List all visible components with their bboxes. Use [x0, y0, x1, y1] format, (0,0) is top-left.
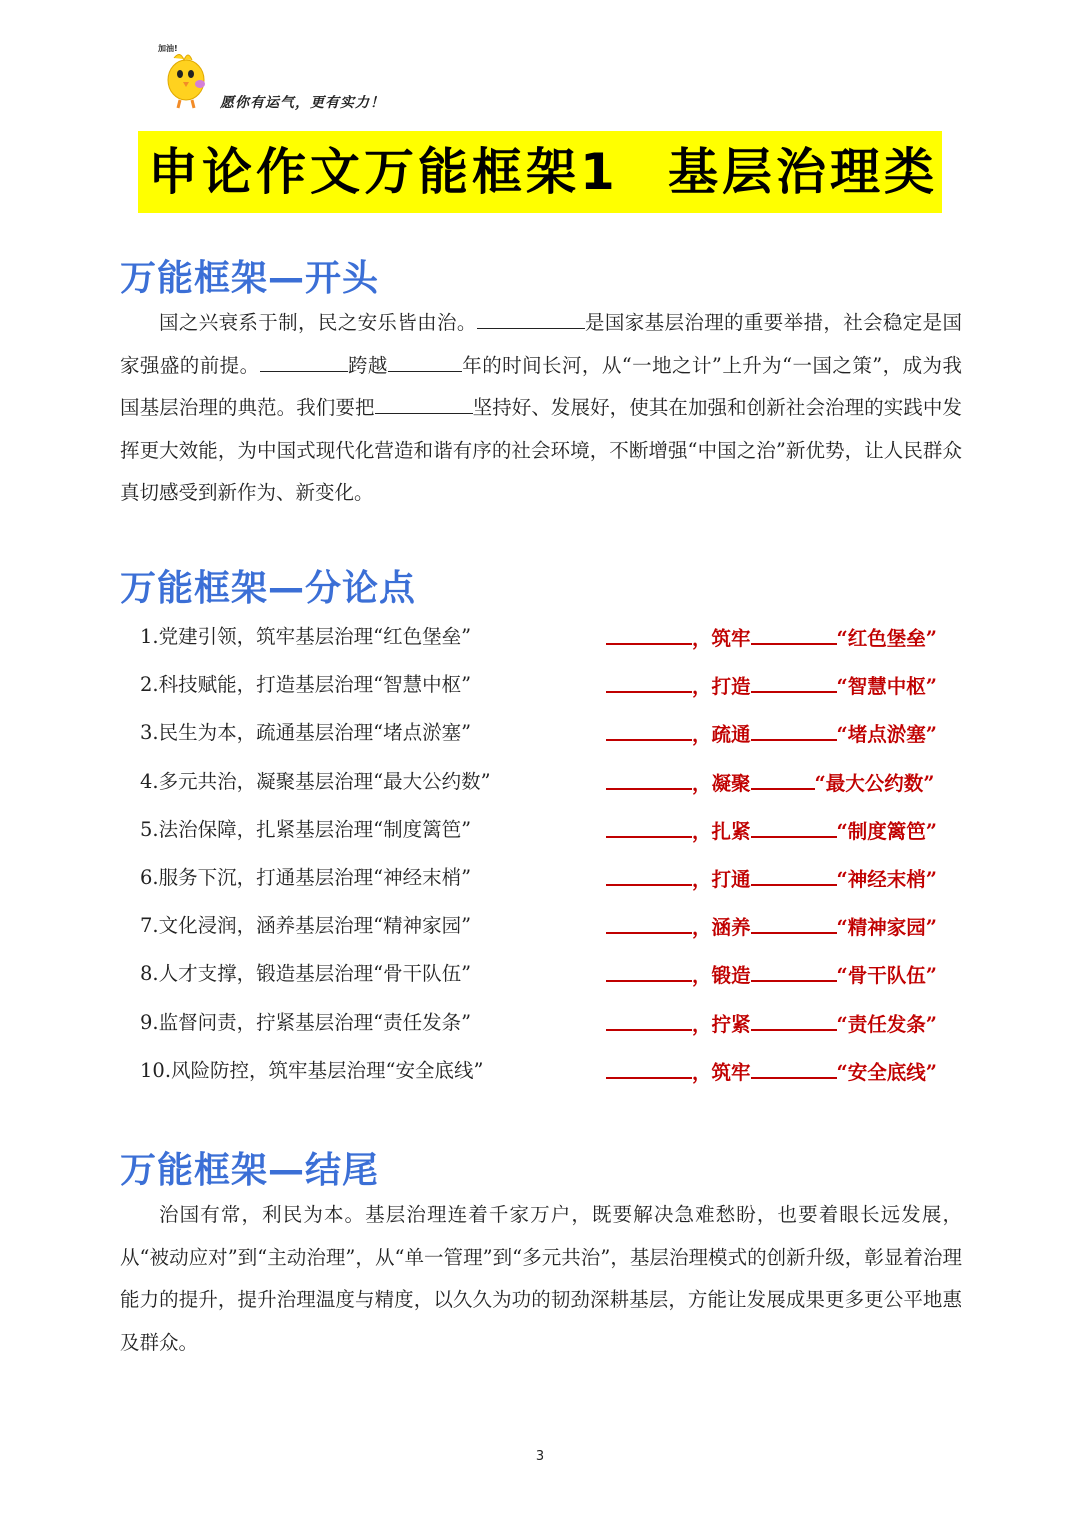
list-item: [140, 760, 970, 808]
page-number: 3: [535, 1449, 545, 1464]
chick-mascot-icon: [158, 40, 214, 110]
opening-heading: 万能框架—开头: [120, 258, 380, 299]
list-item: [140, 615, 970, 663]
fill-blank: [260, 349, 348, 372]
closing-paragraph: 治国有常，利民为本。基层治理连着千家万户，既要解决急难愁盼，也要着眼长远发展，从“被动应对”到“主动治理”，从“单一管理”到“多元共治”，基层治理模式的创新升级，彰显着治理能力的提升，提升治理温度与精度，以久久为功的韧劲深耕基层，方能让发展成果更多更公平地惠及群众。: [120, 1203, 962, 1354]
list-item: [140, 904, 970, 952]
fill-blank: [477, 306, 585, 329]
opening-text-5: 坚持好、发展好，使其在加强和创新社会治理的实践中发挥更大效能，为中国式现代化营造和谐有序的社会环境，不断增强“中国之治”新优势，让人民群众真切感受到新作为、新变化。: [120, 396, 962, 504]
list-item: [140, 808, 970, 856]
point-text: 5.法治保障，扎紧基层治理“制度篱笆”: [140, 817, 472, 841]
point-text: 6.服务下沉，打通基层治理“神经末梢”: [140, 865, 472, 889]
point-template: ，拧紧 “责任发条”: [606, 1007, 937, 1037]
points-heading: 万能框架—分论点: [120, 568, 417, 609]
opening-text-4: 年的时间长河，从“一地之计”上升为“一国之策”，成为我国基层治理的典范。我们要把: [120, 353, 962, 419]
page-title: 申论作文万能框架1: [148, 143, 619, 201]
point-template: ，凝聚 “最大公约数”: [606, 766, 934, 796]
point-text: 2.科技赋能，打造基层治理“智慧中枢”: [140, 673, 472, 697]
title-banner: [138, 131, 942, 213]
fill-blank: [375, 391, 473, 414]
point-text: 7.文化浸润，涵养基层治理“精神家园”: [140, 914, 472, 938]
list-item: [140, 1049, 970, 1097]
points-list: [140, 615, 970, 1097]
opening-paragraph: [120, 302, 962, 515]
opening-text-3: 跨越: [347, 353, 388, 377]
page-subtitle: 基层治理类: [668, 143, 938, 201]
point-template: ，筑牢 “安全底线”: [606, 1055, 937, 1085]
opening-text-1: 国之兴衰系于制，民之安乐皆由治。: [159, 311, 477, 334]
point-template: ，扎紧 “制度篱笆”: [606, 814, 937, 844]
point-template: ，锻造 “骨干队伍”: [606, 958, 937, 988]
point-template: ，打通 “神经末梢”: [606, 862, 937, 892]
point-template: ，疏通 “堵点淤塞”: [606, 717, 937, 747]
point-text: 3.民生为本，疏通基层治理“堵点淤塞”: [140, 721, 472, 745]
opening-text-2: 是国家基层治理的重要举措，社会稳定是国家强盛的前提。: [120, 311, 962, 377]
point-text: 8.人才支撑，锻造基层治理“骨干队伍”: [140, 962, 472, 986]
closing-heading: 万能框架—结尾: [120, 1150, 380, 1191]
point-template: ，打造 “智慧中枢”: [606, 669, 937, 699]
motto-text: 愿你有运气，更有实力！: [220, 95, 385, 111]
list-item: [140, 663, 970, 711]
mascot-bubble-text: 加油!: [158, 44, 178, 53]
point-text: 9.监督问责，拧紧基层治理“责任发条”: [140, 1010, 472, 1034]
point-text: 4.多元共治，凝聚基层治理“最大公约数”: [140, 769, 491, 793]
list-item: [140, 952, 970, 1000]
point-template: ，涵养 “精神家园”: [606, 910, 937, 940]
point-text: 10.风险防控，筑牢基层治理“安全底线”: [140, 1058, 484, 1082]
list-item: [140, 711, 970, 759]
list-item: [140, 856, 970, 904]
point-template: ，筑牢 “红色堡垒”: [606, 621, 937, 651]
page-header: [158, 40, 418, 120]
list-item: [140, 1001, 970, 1049]
fill-blank: [388, 349, 462, 372]
point-text: 1.党建引领，筑牢基层治理“红色堡垒”: [140, 625, 472, 648]
